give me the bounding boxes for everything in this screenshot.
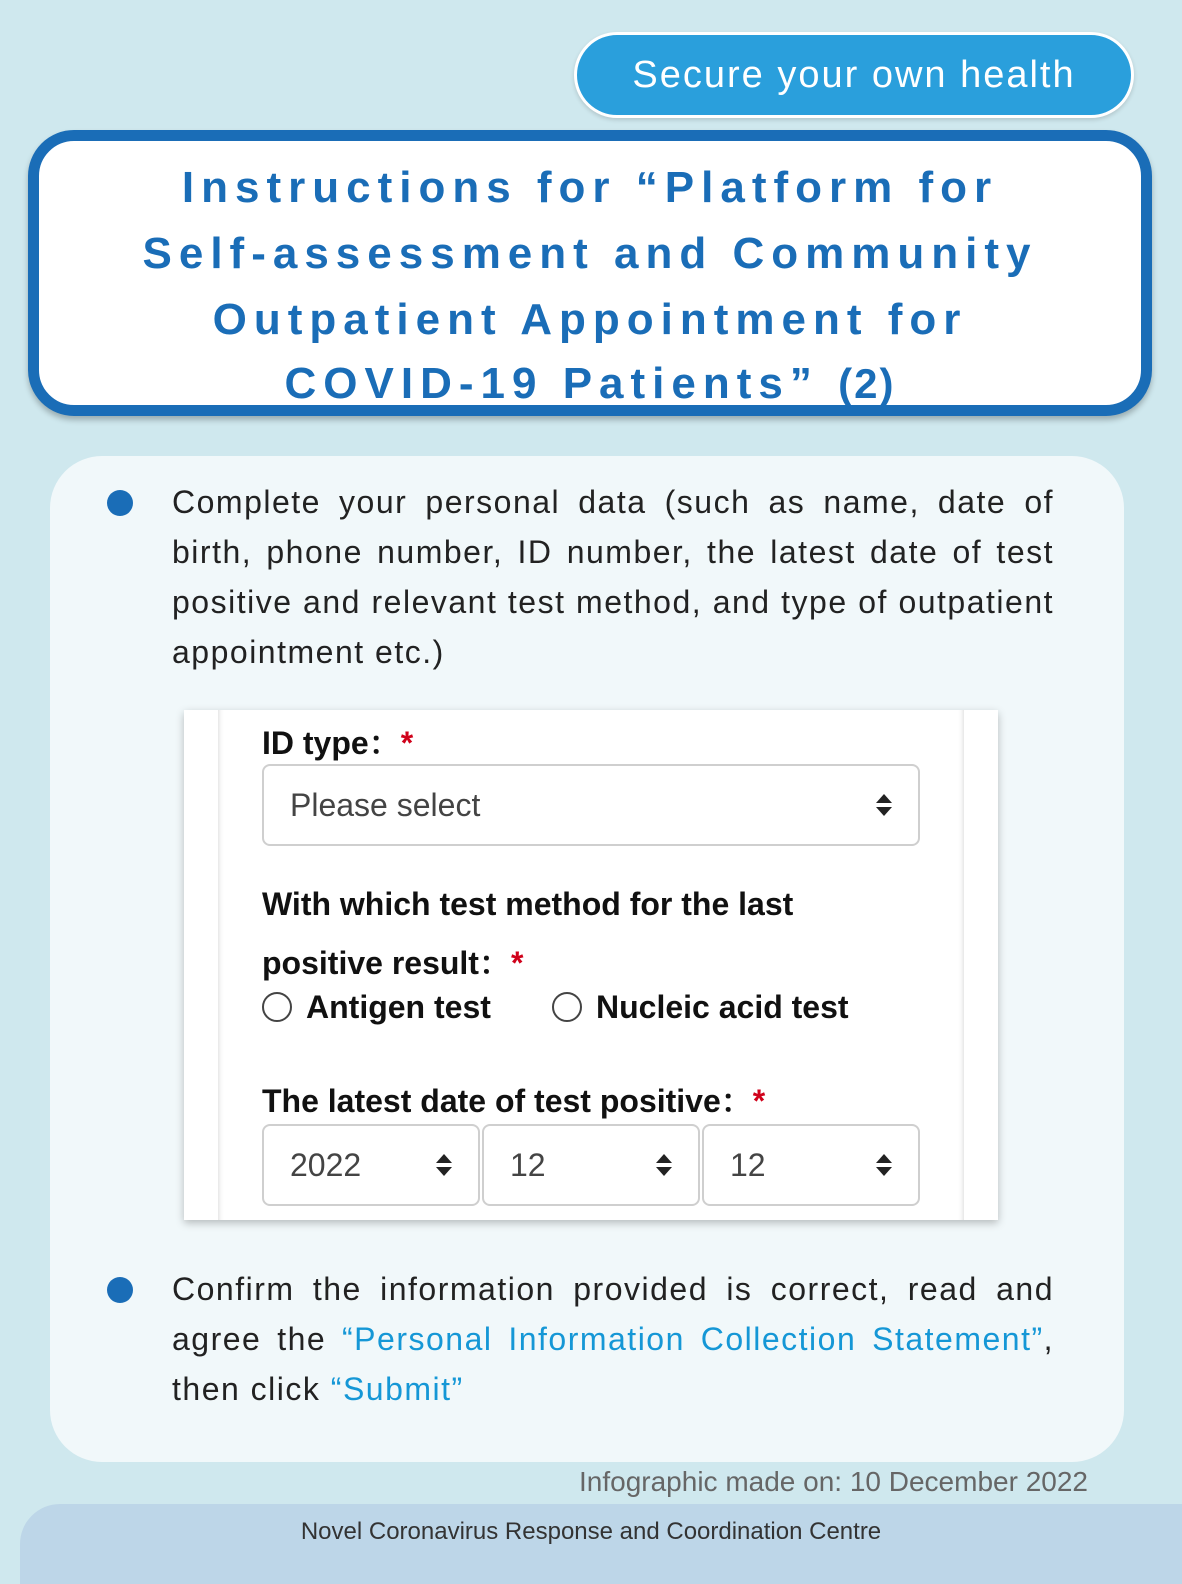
select-arrows-icon (876, 1154, 892, 1176)
test-method-label-line-2 (262, 938, 523, 984)
test-method-label-text: positive result： (262, 945, 511, 981)
title-line-4-text: COVID-19 Patients” (284, 359, 819, 408)
day-select[interactable] (702, 1124, 920, 1206)
id-type-label (262, 718, 413, 764)
bullet-icon (107, 1277, 133, 1303)
id-type-select[interactable] (262, 764, 920, 846)
id-type-select-value: Please select (290, 786, 481, 823)
step-2-mid: , then click (172, 1321, 1054, 1407)
title-part-number: (2) (838, 360, 896, 407)
footer-bar (20, 1504, 1182, 1584)
antigen-test-label[interactable]: Antigen test (306, 989, 491, 1025)
test-method-label-line-1: With which test method for the last (262, 886, 794, 922)
select-arrows-icon (876, 794, 892, 816)
made-on-date: Infographic made on: 10 December 2022 (579, 1466, 1088, 1497)
form-screenshot (184, 710, 998, 1220)
latest-date-label-text: The latest date of test positive： (262, 1083, 753, 1119)
title-line-2: Self-assessment and Community (142, 229, 1038, 278)
id-type-label-text: ID type： (262, 725, 401, 761)
select-arrows-icon (436, 1154, 452, 1176)
bullet-icon (107, 490, 133, 516)
title-box (28, 130, 1152, 416)
month-select[interactable] (482, 1124, 700, 1206)
form-panel (218, 710, 964, 1220)
title-line-1: Instructions for “Platform for (181, 163, 999, 212)
antigen-test-radio[interactable] (262, 992, 292, 1022)
footer-org: Novel Coronavirus Response and Coordination Centre (300, 1518, 882, 1545)
step-2-prefix: Confirm the information provided is correct, read and agree the (172, 1271, 1054, 1357)
select-arrows-icon (656, 1154, 672, 1176)
required-mark: * (752, 1083, 766, 1119)
month-value: 12 (510, 1146, 546, 1183)
step-1-text: Complete your personal data (such as name, date of birth, phone number, ID number, the latest date of test positive and relevant test method, and type of outpatient appointment etc.) (172, 484, 1054, 670)
step-2-text (172, 1264, 1054, 1414)
title-line-4 (39, 359, 1141, 409)
latest-date-label (262, 1076, 765, 1122)
title-line-3: Outpatient Appointment for (212, 295, 968, 344)
year-value: 2022 (290, 1146, 362, 1183)
year-select[interactable] (262, 1124, 480, 1206)
required-mark: * (400, 725, 414, 761)
nucleic-acid-test-radio[interactable] (552, 992, 582, 1022)
pics-link[interactable]: “Personal Information Collection Statement” (342, 1321, 1044, 1357)
header-tag: Secure your own health (574, 32, 1134, 118)
nucleic-acid-test-label[interactable]: Nucleic acid test (596, 989, 849, 1025)
day-value: 12 (730, 1146, 766, 1183)
submit-link[interactable]: “Submit” (330, 1371, 464, 1407)
required-mark: * (510, 945, 524, 981)
